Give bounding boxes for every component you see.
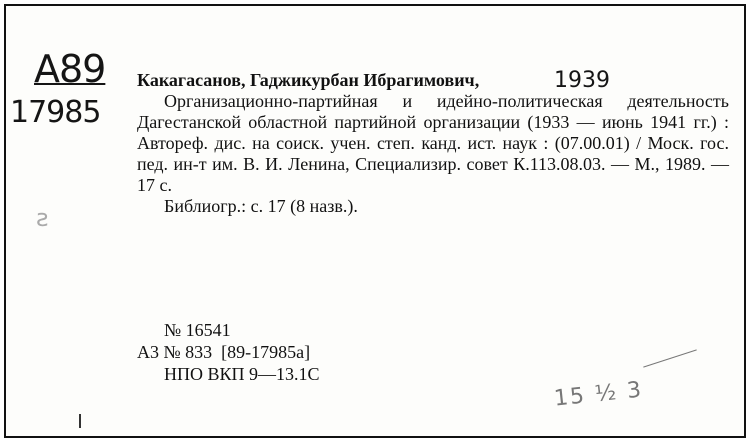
pencil-stroke xyxy=(643,349,697,367)
card-meta xyxy=(137,319,320,385)
title-description: Организационно-партийная и идейно-политическая деятельность Дагестанской областной партийной организации (1933 — июнь 1941 гг.) : Автореф. дис. на соиск. учен. степ. канд. ист. наук : (07.00.01) / Моск. гос. пед. ин-т им. В. И. Ленина, Специализир. совет К.113.08.03. — М., 1989. — 17 с. xyxy=(137,91,729,195)
edge-mark xyxy=(79,414,81,428)
faint-pencil-mark: ƨ xyxy=(36,204,49,232)
author-heading: Какагасанов, Гаджикурбан Ибрагимович, xyxy=(137,70,480,90)
handwritten-corner-note: 15 ½ 3 xyxy=(552,377,645,412)
handwritten-shelf-code: A89 xyxy=(34,47,106,91)
publisher-code: НПО ВКП 9—13.1С xyxy=(164,364,320,384)
catalog-card xyxy=(4,4,746,438)
handwritten-inventory-number: 17985 xyxy=(10,95,101,130)
bibliography-note: Библиогр.: с. 17 (8 назв.). xyxy=(164,196,358,216)
card-number: № 16541 xyxy=(164,320,231,340)
catalog-entry xyxy=(137,70,729,217)
handwritten-birth-year: 1939 xyxy=(554,68,610,93)
az-number: А3 № 833 [89-17985а] xyxy=(137,342,311,362)
